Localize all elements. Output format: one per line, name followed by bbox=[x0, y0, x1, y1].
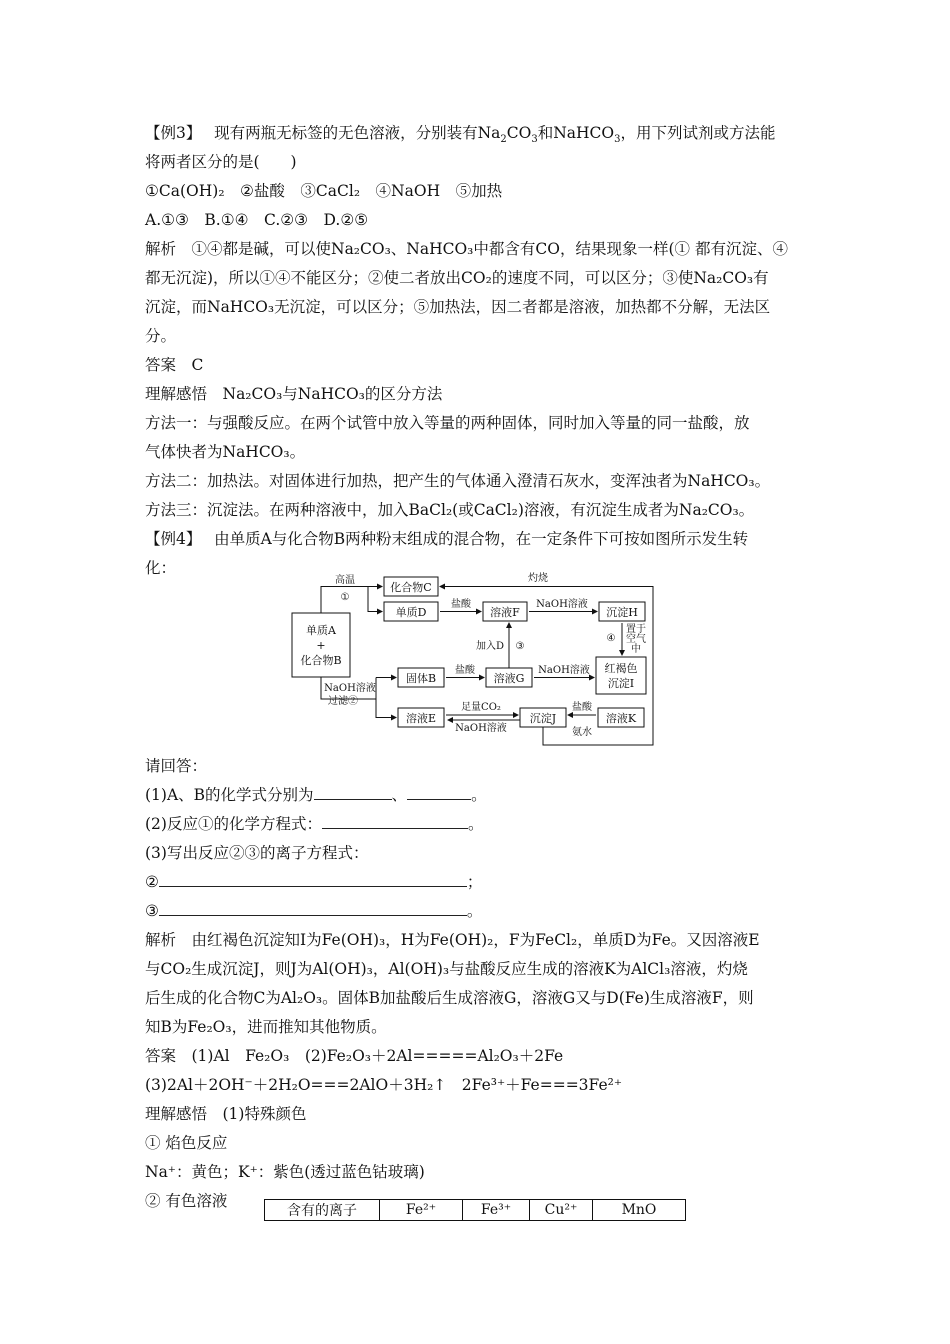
label-step1: ① bbox=[340, 592, 350, 603]
example3-insight-title: 理解感悟 Na₂CO₃与NaHCO₃的区分方法 bbox=[145, 385, 443, 403]
method3: 方法三：沉淀法。在两种溶液中，加入BaCl₂(或CaCl₂)溶液，有沉淀生成者为Na₂CO₃。 bbox=[145, 501, 755, 519]
example3-analysis-line3: 沉淀，而NaHCO₃无沉淀，可以区分；⑤加热法，因二者都是溶液，加热都不分解，无法区 bbox=[145, 298, 771, 316]
label-add-d: 加入D bbox=[475, 641, 505, 652]
document-body-continued bbox=[145, 752, 815, 1216]
please-answer: 请回答： bbox=[145, 757, 208, 775]
node-precip-j: 沉淀J bbox=[529, 712, 557, 725]
method1-line1: 方法一：与强酸反应。在两个试管中放入等量的两种固体，同时加入等量的同一盐酸，放 bbox=[145, 414, 750, 432]
label-naoh-filter1: NaOH溶液 bbox=[324, 683, 376, 694]
label-naoh-filter2: 过滤② bbox=[328, 696, 358, 707]
question-2: (2)反应①的化学方程式： 。 bbox=[145, 810, 815, 839]
node-solution-k: 溶液K bbox=[605, 712, 637, 725]
answer-blank-a[interactable] bbox=[314, 783, 392, 800]
answer-blank-eq3[interactable] bbox=[159, 899, 467, 916]
node-solution-e: 溶液E bbox=[405, 712, 437, 725]
table-row bbox=[265, 1200, 686, 1221]
question-1: (1)A、B的化学式分别为 、 。 bbox=[145, 781, 815, 810]
label-naoh2: NaOH溶液 bbox=[538, 665, 590, 676]
label-air2: 空气 bbox=[626, 634, 646, 645]
label-naoh1: NaOH溶液 bbox=[536, 599, 588, 610]
example3-tag: 【例3】 bbox=[145, 124, 194, 142]
example4-tag: 【例4】 bbox=[145, 530, 194, 548]
table-cell-cu2: Cu²⁺ bbox=[530, 1200, 593, 1221]
example3-question-line2: 将两者区分的是( ) bbox=[145, 153, 297, 171]
node-element-d: 单质D bbox=[395, 606, 427, 619]
start-line2: + bbox=[316, 639, 326, 652]
reaction-flow-diagram bbox=[288, 569, 658, 749]
start-line3: 化合物B bbox=[300, 654, 342, 667]
table-cell-mno: MnO bbox=[593, 1200, 686, 1221]
flame-reaction-title: ① 焰色反应 bbox=[145, 1134, 228, 1152]
question-3-part2: ② ； bbox=[145, 868, 815, 897]
example3-options: ①Ca(OH)₂ ②盐酸 ③CaCl₂ ④NaOH ⑤加热 bbox=[145, 182, 503, 200]
label-high-temp: 高温 bbox=[335, 575, 355, 586]
answer-blank-b[interactable] bbox=[407, 783, 471, 800]
question-3: (3)写出反应②③的离子方程式： bbox=[145, 844, 369, 862]
node-solution-g: 溶液G bbox=[493, 672, 525, 685]
example3-answer: 答案 C bbox=[145, 356, 204, 374]
label-hcl1: 盐酸 bbox=[451, 599, 471, 610]
table-cell-fe3: Fe³⁺ bbox=[463, 1200, 530, 1221]
label-calcine: 灼烧 bbox=[528, 573, 548, 584]
answer-blank-eq1[interactable] bbox=[322, 812, 468, 829]
table-cell-fe2: Fe²⁺ bbox=[380, 1200, 463, 1221]
example4-question-line2: 化： bbox=[145, 559, 177, 577]
node-precip-h: 沉淀H bbox=[606, 606, 638, 619]
example4-answer-line2: (3)2Al＋2OH⁻＋2H₂O===2AlO＋3H₂↑ 2Fe³⁺＋Fe===3Fe²⁺ bbox=[145, 1076, 623, 1094]
ion-color-table bbox=[264, 1199, 686, 1221]
node-precip-i-line2: 沉淀I bbox=[607, 677, 635, 690]
node-solid-b: 固体B bbox=[405, 672, 437, 685]
label-hcl3: 盐酸 bbox=[572, 702, 592, 713]
start-line1: 单质A bbox=[306, 624, 336, 637]
example4-question: 【例4】 由单质A与化合物B两种粉末组成的混合物，在一定条件下可按如图所示发生转 bbox=[145, 530, 749, 548]
colored-solution-title: ② 有色溶液 bbox=[145, 1192, 228, 1210]
table-header-ions: 含有的离子 bbox=[265, 1200, 380, 1221]
node-precip-i-line1: 红褐色 bbox=[604, 662, 638, 675]
label-step4: ④ bbox=[606, 633, 616, 644]
document-body bbox=[145, 119, 815, 583]
example3-choices: A.①③ B.①④ C.②③ D.②⑤ bbox=[145, 211, 369, 229]
label-air1: 置于 bbox=[626, 624, 646, 635]
example3-question: 【例3】 现有两瓶无标签的无色溶液，分别装有$Na_2CO_3$和NaHCO$_3$，用下列试剂或方法能 bbox=[145, 124, 776, 146]
example4-analysis-line3: 后生成的化合物C为Al₂O₃。固体B加盐酸后生成溶液G，溶液G又与D(Fe)生成溶液F，则 bbox=[145, 989, 754, 1007]
example4-analysis-line4: 知B为Fe₂O₃，进而推知其他物质。 bbox=[145, 1018, 387, 1036]
flame-reaction-body: Na⁺：黄色；K⁺：紫色(透过蓝色钴玻璃) bbox=[145, 1163, 425, 1181]
label-co2: 足量CO₂ bbox=[461, 702, 501, 713]
node-solution-f: 溶液F bbox=[490, 606, 520, 619]
example4-analysis-line1: 解析 由红褐色沉淀知I为Fe(OH)₃，H为Fe(OH)₂，F为FeCl₂，单质D为Fe。又因溶液E bbox=[145, 931, 760, 949]
example4-analysis-line2: 与CO₂生成沉淀J，则J为Al(OH)₃，Al(OH)₃与盐酸反应生成的溶液K为AlCl₃溶液，灼烧 bbox=[145, 960, 748, 978]
answer-blank-eq2[interactable] bbox=[159, 870, 467, 887]
example4-answer-line1: 答案 (1)Al Fe₂O₃ (2)Fe₂O₃＋2Al=====Al₂O₃＋2Fe bbox=[145, 1047, 564, 1065]
example3-analysis-line1: 解析 ①④都是碱，可以使Na₂CO₃、NaHCO₃中都含有CO，结果现象一样(① 都有沉淀、④ bbox=[145, 240, 788, 258]
example4-insight: 理解感悟 (1)特殊颜色 bbox=[145, 1105, 307, 1123]
example3-analysis-line2: 都无沉淀)，所以①④不能区分；②使二者放出CO₂的速度不同，可以区分；③使Na₂CO₃有 bbox=[145, 269, 769, 287]
example3-analysis-line4: 分。 bbox=[145, 327, 177, 345]
label-ammonia: 氨水 bbox=[572, 727, 592, 738]
method1-line2: 气体快者为NaHCO₃。 bbox=[145, 443, 306, 461]
label-naoh3: NaOH溶液 bbox=[455, 723, 507, 734]
label-air3: 中 bbox=[631, 644, 641, 655]
question-3-part3: ③ 。 bbox=[145, 897, 815, 926]
label-hcl2: 盐酸 bbox=[455, 665, 475, 676]
node-compound-c: 化合物C bbox=[390, 581, 432, 594]
label-step3: ③ bbox=[515, 641, 525, 652]
method2: 方法二：加热法。对固体进行加热，把产生的气体通入澄清石灰水，变浑浊者为NaHCO₃。 bbox=[145, 472, 771, 490]
